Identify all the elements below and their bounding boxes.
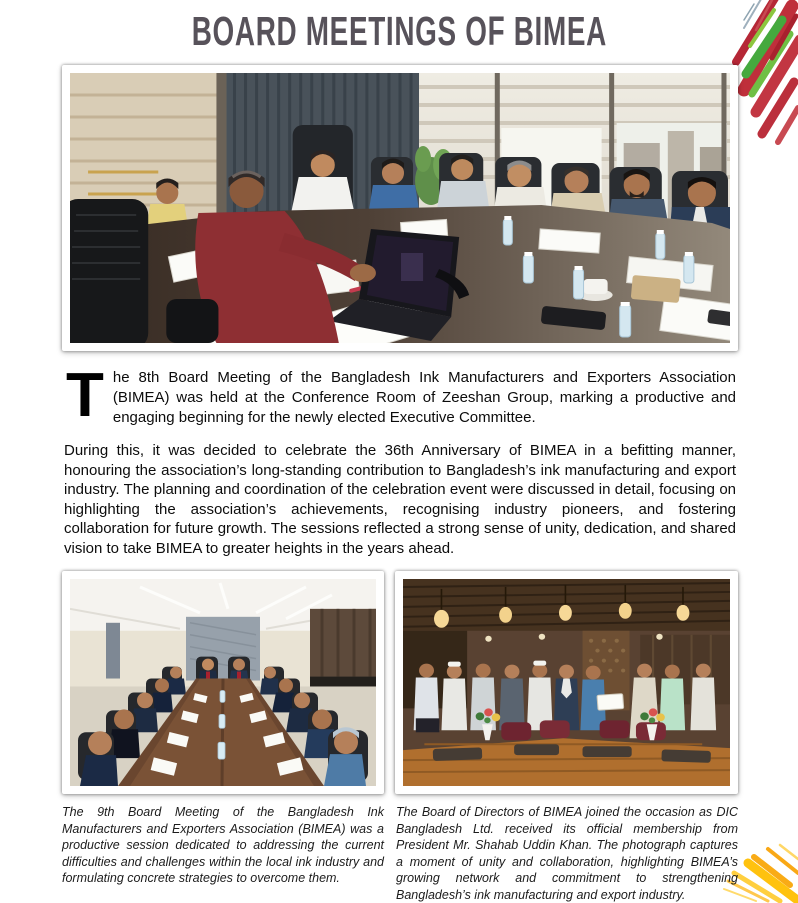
page-title [0, 0, 798, 65]
dropcap-letter: T [66, 361, 104, 430]
photo-row [62, 571, 738, 794]
caption-row [62, 804, 738, 903]
right-photo-caption: The Board of Directors of BIMEA joined the occasion as DIC Bangladesh Ltd. received its official membership from President Mr. Shahab Uddin Khan. The photograph captures a moment of unity and collaboration, highlighting BIMEA’s growing network and commitment to strengthening Bangladesh’s ink manufacturing and export industry. [396, 805, 738, 902]
body-paragraph: During this, it was decided to celebrate the 36th Anniversary of BIMEA in a befitting manner, honouring the association’s long-standing contribution to Bangladesh’s ink manufacturing and export industry. The planning and coordination of the celebration event were discussed in detail, focusing on highlighting the association’s achievements, recognising industry pioneers, and fostering collaboration for future growth. The sessions reflected a strong sense of unity, dedication, and shared vision to take BIMEA to greater heights in the years ahead. [64, 442, 736, 557]
membership-ceremony-photo [403, 579, 730, 786]
page-title-text: BOARD MEETINGS OF BIMEA [191, 8, 607, 54]
right-photo-card [395, 571, 738, 794]
left-photo-card [62, 571, 384, 794]
intro-paragraph [66, 361, 736, 430]
left-photo-caption: The 9th Board Meeting of the Bangladesh Ink Manufacturers and Exporters Association (BIMEA) was a productive session dedicated to addressing the current difficulties and challenges within the local ink industry and formulating concrete strategies to overcome them. [62, 805, 384, 886]
ninth-board-meeting-photo [70, 579, 376, 786]
intro-text: he 8th Board Meeting of the Bangladesh Ink Manufacturers and Exporters Association (BIMEA) was held at the Conference Room of Zeeshan Group, marking a productive and engaging beginning for the newly elected Executive Committee. [112, 369, 736, 426]
wood-ceiling [403, 579, 730, 631]
main-photo [70, 73, 730, 343]
main-photo-card [62, 65, 738, 351]
article-content [62, 65, 738, 903]
